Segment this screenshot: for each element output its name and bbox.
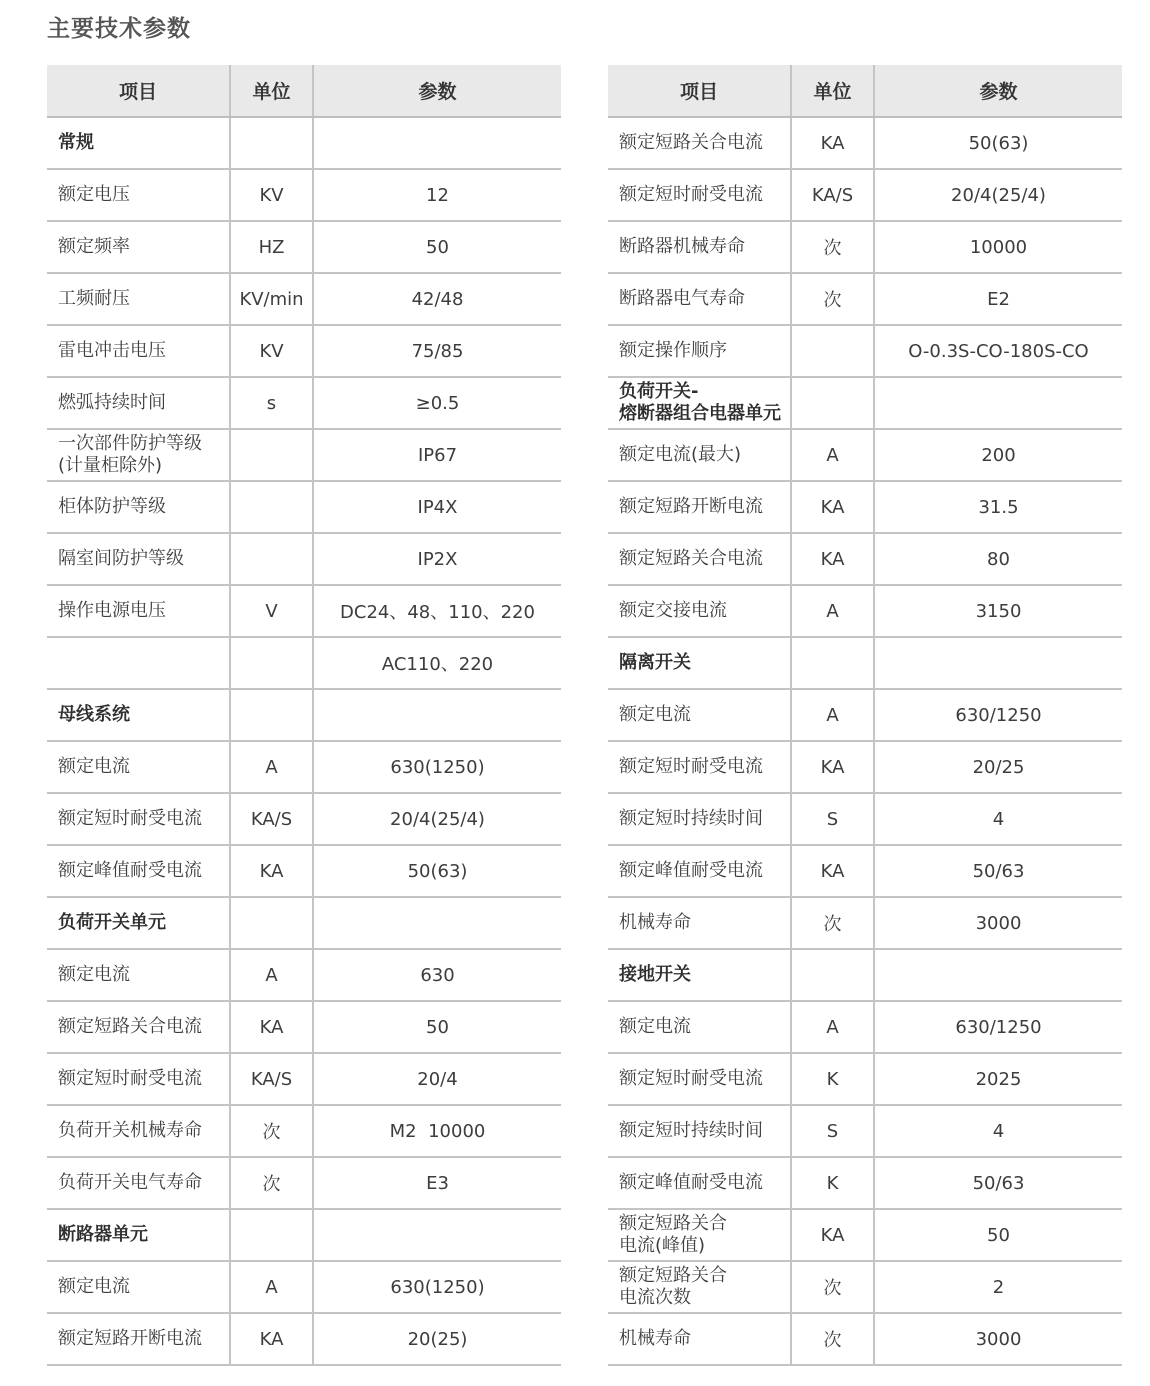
- param-name: 机械寿命: [608, 897, 791, 949]
- table-row: [608, 429, 1122, 481]
- param-unit: KA/S: [230, 1053, 313, 1105]
- param-unit: KA: [230, 1313, 313, 1365]
- param-unit: [230, 429, 313, 481]
- param-unit: V: [230, 585, 313, 637]
- table-row: [47, 221, 561, 273]
- param-name: 额定短时耐受电流: [47, 793, 230, 845]
- param-unit: K: [791, 1053, 874, 1105]
- table-row: [47, 429, 561, 481]
- table-row: [47, 637, 561, 689]
- table-header-row: [47, 65, 561, 117]
- param-value: [313, 897, 561, 949]
- table-row: [47, 325, 561, 377]
- param-name: 额定短时耐受电流: [608, 169, 791, 221]
- param-value: DC24、48、110、220: [313, 585, 561, 637]
- param-value: [313, 1209, 561, 1261]
- param-name: 额定交接电流: [608, 585, 791, 637]
- param-name: 额定短路关合电流: [608, 117, 791, 169]
- param-name-line: 熔断器组合电器单元: [619, 403, 781, 424]
- param-value: 4: [874, 793, 1122, 845]
- param-value: 50(63): [874, 117, 1122, 169]
- param-unit: KA/S: [791, 169, 874, 221]
- section-title: 隔离开关: [608, 637, 791, 689]
- table-row: [47, 1261, 561, 1313]
- param-name-line: 电流次数: [619, 1287, 691, 1308]
- param-value: 31.5: [874, 481, 1122, 533]
- section-row: [47, 117, 561, 169]
- param-value: 630(1250): [313, 1261, 561, 1313]
- param-name: 工频耐压: [47, 273, 230, 325]
- param-value: [313, 117, 561, 169]
- param-name: 额定短时耐受电流: [608, 1053, 791, 1105]
- table-row: [47, 1313, 561, 1365]
- header-value: 参数: [874, 65, 1122, 117]
- table-row: [608, 117, 1122, 169]
- spec-table-right-body: [608, 117, 1122, 1365]
- param-unit: 次: [791, 221, 874, 273]
- table-row: [608, 1157, 1122, 1209]
- param-value: 50: [313, 221, 561, 273]
- param-unit: KA/S: [230, 793, 313, 845]
- header-unit: 单位: [791, 65, 874, 117]
- param-value: 50: [313, 1001, 561, 1053]
- param-value: [874, 637, 1122, 689]
- param-name: 额定峰值耐受电流: [608, 1157, 791, 1209]
- table-row: [47, 741, 561, 793]
- param-name: 额定频率: [47, 221, 230, 273]
- param-unit: HZ: [230, 221, 313, 273]
- table-row: [608, 1313, 1122, 1365]
- param-unit: 次: [791, 1313, 874, 1365]
- table-row: [47, 1001, 561, 1053]
- param-unit: [230, 533, 313, 585]
- param-name: 额定操作顺序: [608, 325, 791, 377]
- param-name: 柜体防护等级: [47, 481, 230, 533]
- param-unit: KV: [230, 169, 313, 221]
- param-value: [874, 377, 1122, 429]
- param-name: 额定电流: [608, 1001, 791, 1053]
- param-value: IP67: [313, 429, 561, 481]
- param-name: 额定短时耐受电流: [47, 1053, 230, 1105]
- param-value: 20/4: [313, 1053, 561, 1105]
- param-unit: [230, 117, 313, 169]
- param-unit: A: [230, 741, 313, 793]
- param-value: 75/85: [313, 325, 561, 377]
- table-row: [608, 585, 1122, 637]
- param-name: 负荷开关电气寿命: [47, 1157, 230, 1209]
- param-name-line: 负荷开关-: [619, 381, 699, 402]
- header-item: 项目: [608, 65, 791, 117]
- param-name: [608, 1209, 791, 1261]
- param-unit: A: [791, 585, 874, 637]
- param-value: O-0.3S-CO-180S-CO: [874, 325, 1122, 377]
- table-row: [47, 793, 561, 845]
- spec-table-right: [608, 65, 1122, 1366]
- param-unit: A: [230, 1261, 313, 1313]
- param-name: 雷电冲击电压: [47, 325, 230, 377]
- param-value: M2 10000: [313, 1105, 561, 1157]
- table-row: [608, 689, 1122, 741]
- table-row: [608, 1261, 1122, 1313]
- param-name: 负荷开关机械寿命: [47, 1105, 230, 1157]
- param-unit: s: [230, 377, 313, 429]
- param-value: [874, 949, 1122, 1001]
- table-row: [608, 169, 1122, 221]
- param-name: 额定电流: [47, 1261, 230, 1313]
- table-row: [47, 273, 561, 325]
- header-item: 项目: [47, 65, 230, 117]
- param-value: 3000: [874, 1313, 1122, 1365]
- table-row: [608, 845, 1122, 897]
- table-row: [608, 273, 1122, 325]
- param-value: 2: [874, 1261, 1122, 1313]
- param-unit: A: [791, 689, 874, 741]
- param-name: 额定短时持续时间: [608, 1105, 791, 1157]
- param-name: 额定短时耐受电流: [608, 741, 791, 793]
- param-name: 断路器机械寿命: [608, 221, 791, 273]
- param-name: 操作电源电压: [47, 585, 230, 637]
- param-name: 额定短路开断电流: [608, 481, 791, 533]
- param-name: 额定电流: [608, 689, 791, 741]
- table-row: [47, 169, 561, 221]
- section-row: [608, 949, 1122, 1001]
- table-row: [608, 1209, 1122, 1261]
- table-row: [47, 845, 561, 897]
- param-unit: 次: [230, 1105, 313, 1157]
- param-name: 额定短路关合电流: [47, 1001, 230, 1053]
- param-name: 额定电流(最大): [608, 429, 791, 481]
- param-value: 50/63: [874, 845, 1122, 897]
- spec-table-left: [47, 65, 561, 1366]
- param-value: 12: [313, 169, 561, 221]
- param-unit: KA: [791, 1209, 874, 1261]
- section-title: [608, 377, 791, 429]
- table-row: [608, 897, 1122, 949]
- param-value: IP4X: [313, 481, 561, 533]
- param-unit: [791, 637, 874, 689]
- param-value: 50(63): [313, 845, 561, 897]
- table-row: [47, 533, 561, 585]
- param-value: IP2X: [313, 533, 561, 585]
- param-name: 隔室间防护等级: [47, 533, 230, 585]
- section-title: 负荷开关单元: [47, 897, 230, 949]
- table-row: [608, 1001, 1122, 1053]
- param-unit: KA: [791, 845, 874, 897]
- param-name: [47, 429, 230, 481]
- param-name: 额定短路开断电流: [47, 1313, 230, 1365]
- param-value: 630/1250: [874, 1001, 1122, 1053]
- table-row: [47, 949, 561, 1001]
- table-row: [608, 741, 1122, 793]
- param-unit: KV/min: [230, 273, 313, 325]
- param-unit: A: [230, 949, 313, 1001]
- param-name: 燃弧持续时间: [47, 377, 230, 429]
- table-row: [47, 377, 561, 429]
- param-unit: KA: [791, 481, 874, 533]
- table-row: [47, 1053, 561, 1105]
- param-unit: 次: [791, 273, 874, 325]
- param-name: 断路器电气寿命: [608, 273, 791, 325]
- param-unit: [791, 325, 874, 377]
- param-value: 50/63: [874, 1157, 1122, 1209]
- param-unit: 次: [791, 1261, 874, 1313]
- param-unit: [791, 377, 874, 429]
- param-unit: [230, 481, 313, 533]
- param-unit: A: [791, 1001, 874, 1053]
- section-title: 常规: [47, 117, 230, 169]
- param-unit: KA: [230, 845, 313, 897]
- section-title: 母线系统: [47, 689, 230, 741]
- param-unit: S: [791, 1105, 874, 1157]
- header-unit: 单位: [230, 65, 313, 117]
- header-value: 参数: [313, 65, 561, 117]
- table-row: [608, 221, 1122, 273]
- param-name-line: 电流(峰值): [619, 1235, 706, 1256]
- param-value: 630: [313, 949, 561, 1001]
- param-value: 3150: [874, 585, 1122, 637]
- param-name-line: 一次部件防护等级: [58, 433, 202, 454]
- param-value: 80: [874, 533, 1122, 585]
- param-value: 10000: [874, 221, 1122, 273]
- param-unit: A: [791, 429, 874, 481]
- param-unit: [791, 949, 874, 1001]
- param-unit: KV: [230, 325, 313, 377]
- table-header-row: [608, 65, 1122, 117]
- table-row: [608, 1053, 1122, 1105]
- param-name: 额定电流: [47, 949, 230, 1001]
- param-value: 3000: [874, 897, 1122, 949]
- table-row: [608, 1105, 1122, 1157]
- table-row: [608, 481, 1122, 533]
- param-value: E3: [313, 1157, 561, 1209]
- section-row: [47, 897, 561, 949]
- param-unit: KA: [230, 1001, 313, 1053]
- param-value: 630/1250: [874, 689, 1122, 741]
- spec-table-left-body: [47, 117, 561, 1365]
- param-value: 20(25): [313, 1313, 561, 1365]
- param-value: 200: [874, 429, 1122, 481]
- param-name: [608, 1261, 791, 1313]
- table-row: [608, 325, 1122, 377]
- param-value: AC110、220: [313, 637, 561, 689]
- param-name-line: 额定短路关合: [619, 1213, 727, 1234]
- section-row: [47, 689, 561, 741]
- page-title: 主要技术参数: [47, 16, 191, 42]
- param-name: 额定峰值耐受电流: [608, 845, 791, 897]
- param-value: [313, 689, 561, 741]
- param-name: 额定电流: [47, 741, 230, 793]
- param-unit: [230, 689, 313, 741]
- param-name: 额定峰值耐受电流: [47, 845, 230, 897]
- param-unit: KA: [791, 533, 874, 585]
- param-name: [47, 637, 230, 689]
- param-name: 机械寿命: [608, 1313, 791, 1365]
- param-unit: KA: [791, 741, 874, 793]
- table-row: [608, 533, 1122, 585]
- table-row: [47, 1105, 561, 1157]
- param-unit: S: [791, 793, 874, 845]
- table-row: [47, 481, 561, 533]
- param-value: ≥0.5: [313, 377, 561, 429]
- param-value: 20/4(25/4): [313, 793, 561, 845]
- param-name-line: 额定短路关合: [619, 1265, 727, 1286]
- param-unit: [230, 637, 313, 689]
- param-unit: K: [791, 1157, 874, 1209]
- table-row: [47, 1157, 561, 1209]
- param-unit: KA: [791, 117, 874, 169]
- section-row: [47, 1209, 561, 1261]
- section-title: 断路器单元: [47, 1209, 230, 1261]
- param-unit: 次: [791, 897, 874, 949]
- param-name: 额定短路关合电流: [608, 533, 791, 585]
- param-value: 20/25: [874, 741, 1122, 793]
- section-row: [608, 637, 1122, 689]
- table-row: [47, 585, 561, 637]
- param-value: 42/48: [313, 273, 561, 325]
- param-value: 20/4(25/4): [874, 169, 1122, 221]
- param-value: E2: [874, 273, 1122, 325]
- section-title: 接地开关: [608, 949, 791, 1001]
- param-value: 630(1250): [313, 741, 561, 793]
- param-name: 额定短时持续时间: [608, 793, 791, 845]
- param-value: 50: [874, 1209, 1122, 1261]
- param-name: 额定电压: [47, 169, 230, 221]
- table-row: [608, 793, 1122, 845]
- param-unit: [230, 897, 313, 949]
- param-value: 2025: [874, 1053, 1122, 1105]
- param-unit: 次: [230, 1157, 313, 1209]
- param-unit: [230, 1209, 313, 1261]
- section-row: [608, 377, 1122, 429]
- param-value: 4: [874, 1105, 1122, 1157]
- param-name-line: (计量柜除外): [58, 455, 163, 476]
